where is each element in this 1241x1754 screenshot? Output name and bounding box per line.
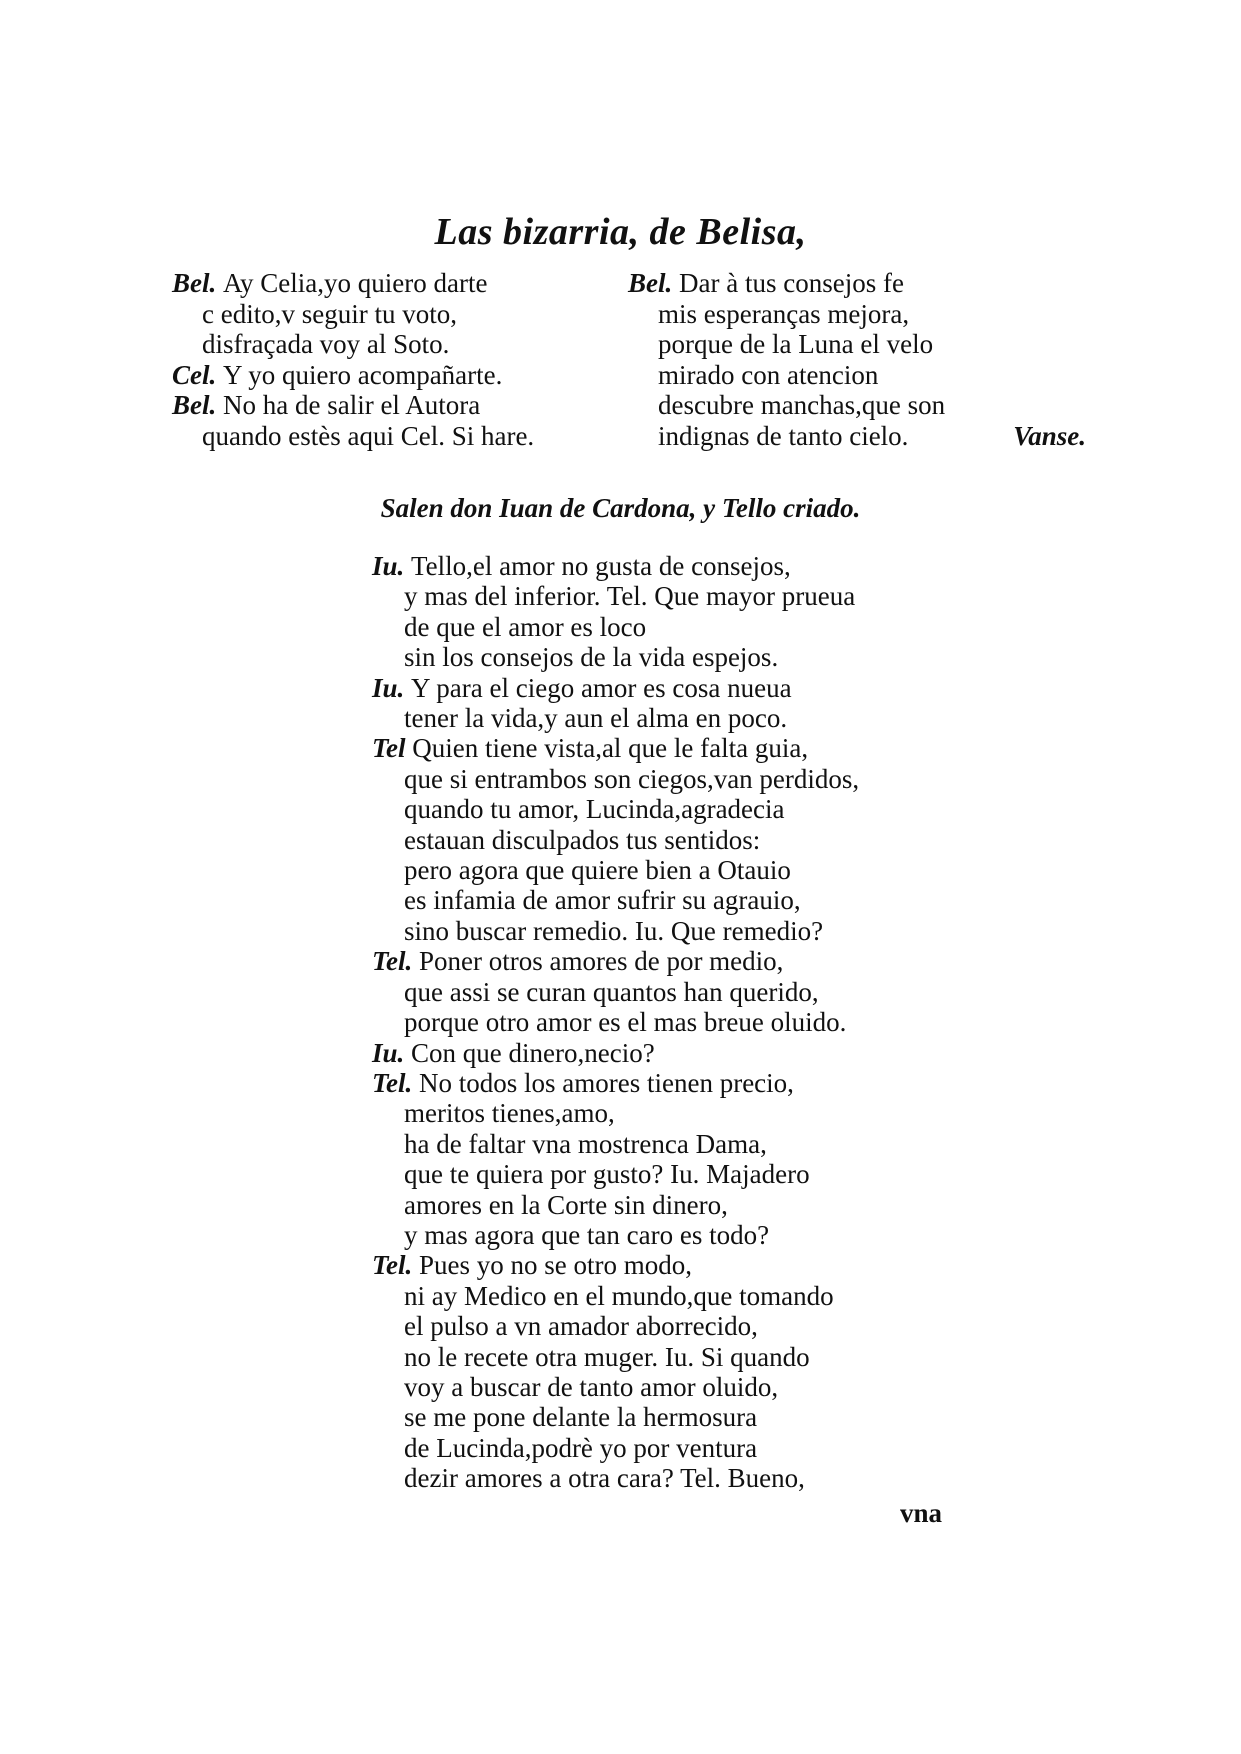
verse-line (372, 977, 932, 1007)
verse-text: quando tu amor, Lucinda,agradecia (404, 794, 785, 825)
verse-text: ha de faltar vna mostrenca Dama, (404, 1128, 767, 1159)
verse-line (372, 581, 932, 611)
verse-text: de que el amor es loco (404, 611, 647, 642)
speaker-abbrev: Cel. (172, 359, 223, 390)
verse-text: porque otro amor es el mas breue oluido. (404, 1007, 847, 1038)
verse-text: estauan disculpados tus sentidos: (404, 824, 761, 855)
verse-line (372, 1281, 932, 1311)
verse-line (372, 1463, 932, 1493)
verse-text: Y para el ciego amor es cosa nueua (411, 672, 792, 703)
verse-line (372, 733, 932, 763)
verse-line (372, 1342, 932, 1372)
verse-text: Con que dinero,necio? (411, 1037, 655, 1068)
verse-line (372, 1220, 932, 1250)
verse-line (628, 299, 1068, 330)
speaker-abbrev: Bel. (172, 268, 223, 298)
verse-text: Ay Celia,yo quiero darte (223, 268, 488, 298)
verse-line (372, 855, 932, 885)
verse-line (172, 268, 592, 299)
speaker-abbrev: Tel. (372, 1067, 419, 1098)
verse-line (372, 642, 932, 672)
verse-line (628, 420, 1086, 452)
right-verse-column (628, 268, 1086, 451)
verse-line (372, 1038, 932, 1068)
verse-line (372, 1129, 932, 1159)
verse-text: No ha de salir el Autora (223, 390, 481, 420)
verse-text: mis esperanças mejora, (658, 298, 910, 329)
speaker-abbrev: Tel. (372, 1250, 419, 1281)
main-verse-block (372, 551, 932, 1494)
verse-text: disfraçada voy al Soto. (202, 329, 450, 359)
verse-line (372, 946, 932, 976)
verse-line (372, 794, 932, 824)
verse-line (372, 1068, 932, 1098)
verse-text: sin los consejos de la vida espejos. (404, 642, 779, 673)
verse-text: el pulso a vn amador aborrecido, (404, 1311, 758, 1342)
verse-text: voy a buscar de tanto amor oluido, (404, 1371, 779, 1402)
verse-text: Pues yo no se otro modo, (419, 1250, 692, 1281)
verse-text: es infamia de amor sufrir su agrauio, (404, 885, 801, 916)
verse-line (372, 1402, 932, 1432)
speaker-abbrev: Bel. (628, 268, 679, 298)
verse-text: de Lucinda,podrè yo por ventura (404, 1432, 758, 1463)
stage-direction: Salen don Iuan de Cardona, y Tello criado. (380, 493, 861, 523)
verse-line (628, 329, 1068, 360)
verse-text: que assi se curan quantos han querido, (404, 976, 819, 1007)
verse-text: quando estès aqui Cel. Si hare. (202, 420, 535, 451)
catchword: vna (900, 1498, 943, 1528)
speaker-abbrev: Iu. (372, 1037, 412, 1068)
verse-text: ni ay Medico en el mundo,que tomando (404, 1280, 834, 1311)
verse-line (372, 885, 932, 915)
speaker-abbrev: Bel. (172, 390, 223, 420)
verse-text: Poner otros amores de por medio, (419, 946, 784, 977)
verse-line (372, 1159, 932, 1189)
speaker-abbrev: Tel. (372, 946, 419, 977)
running-head: Las bizarria, de Belisa, (434, 211, 807, 253)
left-verse-column (172, 268, 592, 451)
verse-line (372, 612, 932, 642)
verse-line (372, 916, 932, 946)
verse-line (628, 360, 1068, 391)
verse-text: que te quiera por gusto? Iu. Majadero (404, 1159, 810, 1190)
verse-text: descubre manchas,que son (658, 390, 946, 420)
speaker-abbrev: Tel (372, 733, 413, 764)
verse-text: no le recete otra muger. Iu. Si quando (404, 1341, 810, 1372)
verse-line (628, 268, 1068, 299)
verse-line (372, 1098, 932, 1128)
verse-text: Quien tiene vista,al que le falta guia, (412, 733, 809, 764)
verse-line (628, 390, 1068, 421)
verse-line (172, 421, 592, 452)
verse-text: pero agora que quiere bien a Otauio (404, 855, 791, 886)
verse-line (172, 299, 592, 330)
verse-text: Dar à tus consejos fe (679, 268, 904, 298)
verse-line (372, 703, 932, 733)
verse-text: y mas agora que tan caro es todo? (404, 1219, 770, 1250)
verse-line (372, 1433, 932, 1463)
verse-line (172, 360, 592, 391)
verse-line (172, 329, 592, 360)
verse-line (372, 673, 932, 703)
verse-line (372, 551, 932, 581)
verse-text: No todos los amores tienen precio, (419, 1067, 794, 1098)
speaker-abbrev: Iu. (372, 672, 412, 703)
verse-text: sino buscar remedio. Iu. Que remedio? (404, 915, 824, 946)
verse-line (372, 1311, 932, 1341)
verse-line (172, 390, 592, 421)
verse-line (372, 825, 932, 855)
verse-text: dezir amores a otra cara? Tel. Bueno, (404, 1463, 805, 1494)
exit-direction: Vanse. (1013, 420, 1086, 451)
verse-text: amores en la Corte sin dinero, (404, 1189, 728, 1220)
verse-text: c edito,v seguir tu voto, (202, 298, 457, 329)
verse-text: indignas de tanto cielo. (658, 420, 909, 451)
verse-line (372, 1250, 932, 1280)
verse-text: meritos tienes,amo, (404, 1098, 615, 1129)
verse-text: porque de la Luna el velo (658, 329, 934, 359)
verse-text: Y yo quiero acompañarte. (223, 359, 503, 390)
verse-text: mirado con atencion (658, 359, 879, 390)
verse-text: que si entrambos son ciegos,van perdidos, (404, 763, 860, 794)
speaker-abbrev: Iu. (372, 551, 412, 581)
verse-line (372, 1007, 932, 1037)
verse-text: se me pone delante la hermosura (404, 1402, 758, 1433)
verse-line (372, 1190, 932, 1220)
verse-text: tener la vida,y aun el alma en poco. (404, 703, 788, 734)
verse-text: Tello,el amor no gusta de consejos, (411, 551, 791, 581)
verse-line (372, 1372, 932, 1402)
verse-line (372, 764, 932, 794)
verse-text: y mas del inferior. Tel. Que mayor prueua (404, 581, 856, 612)
